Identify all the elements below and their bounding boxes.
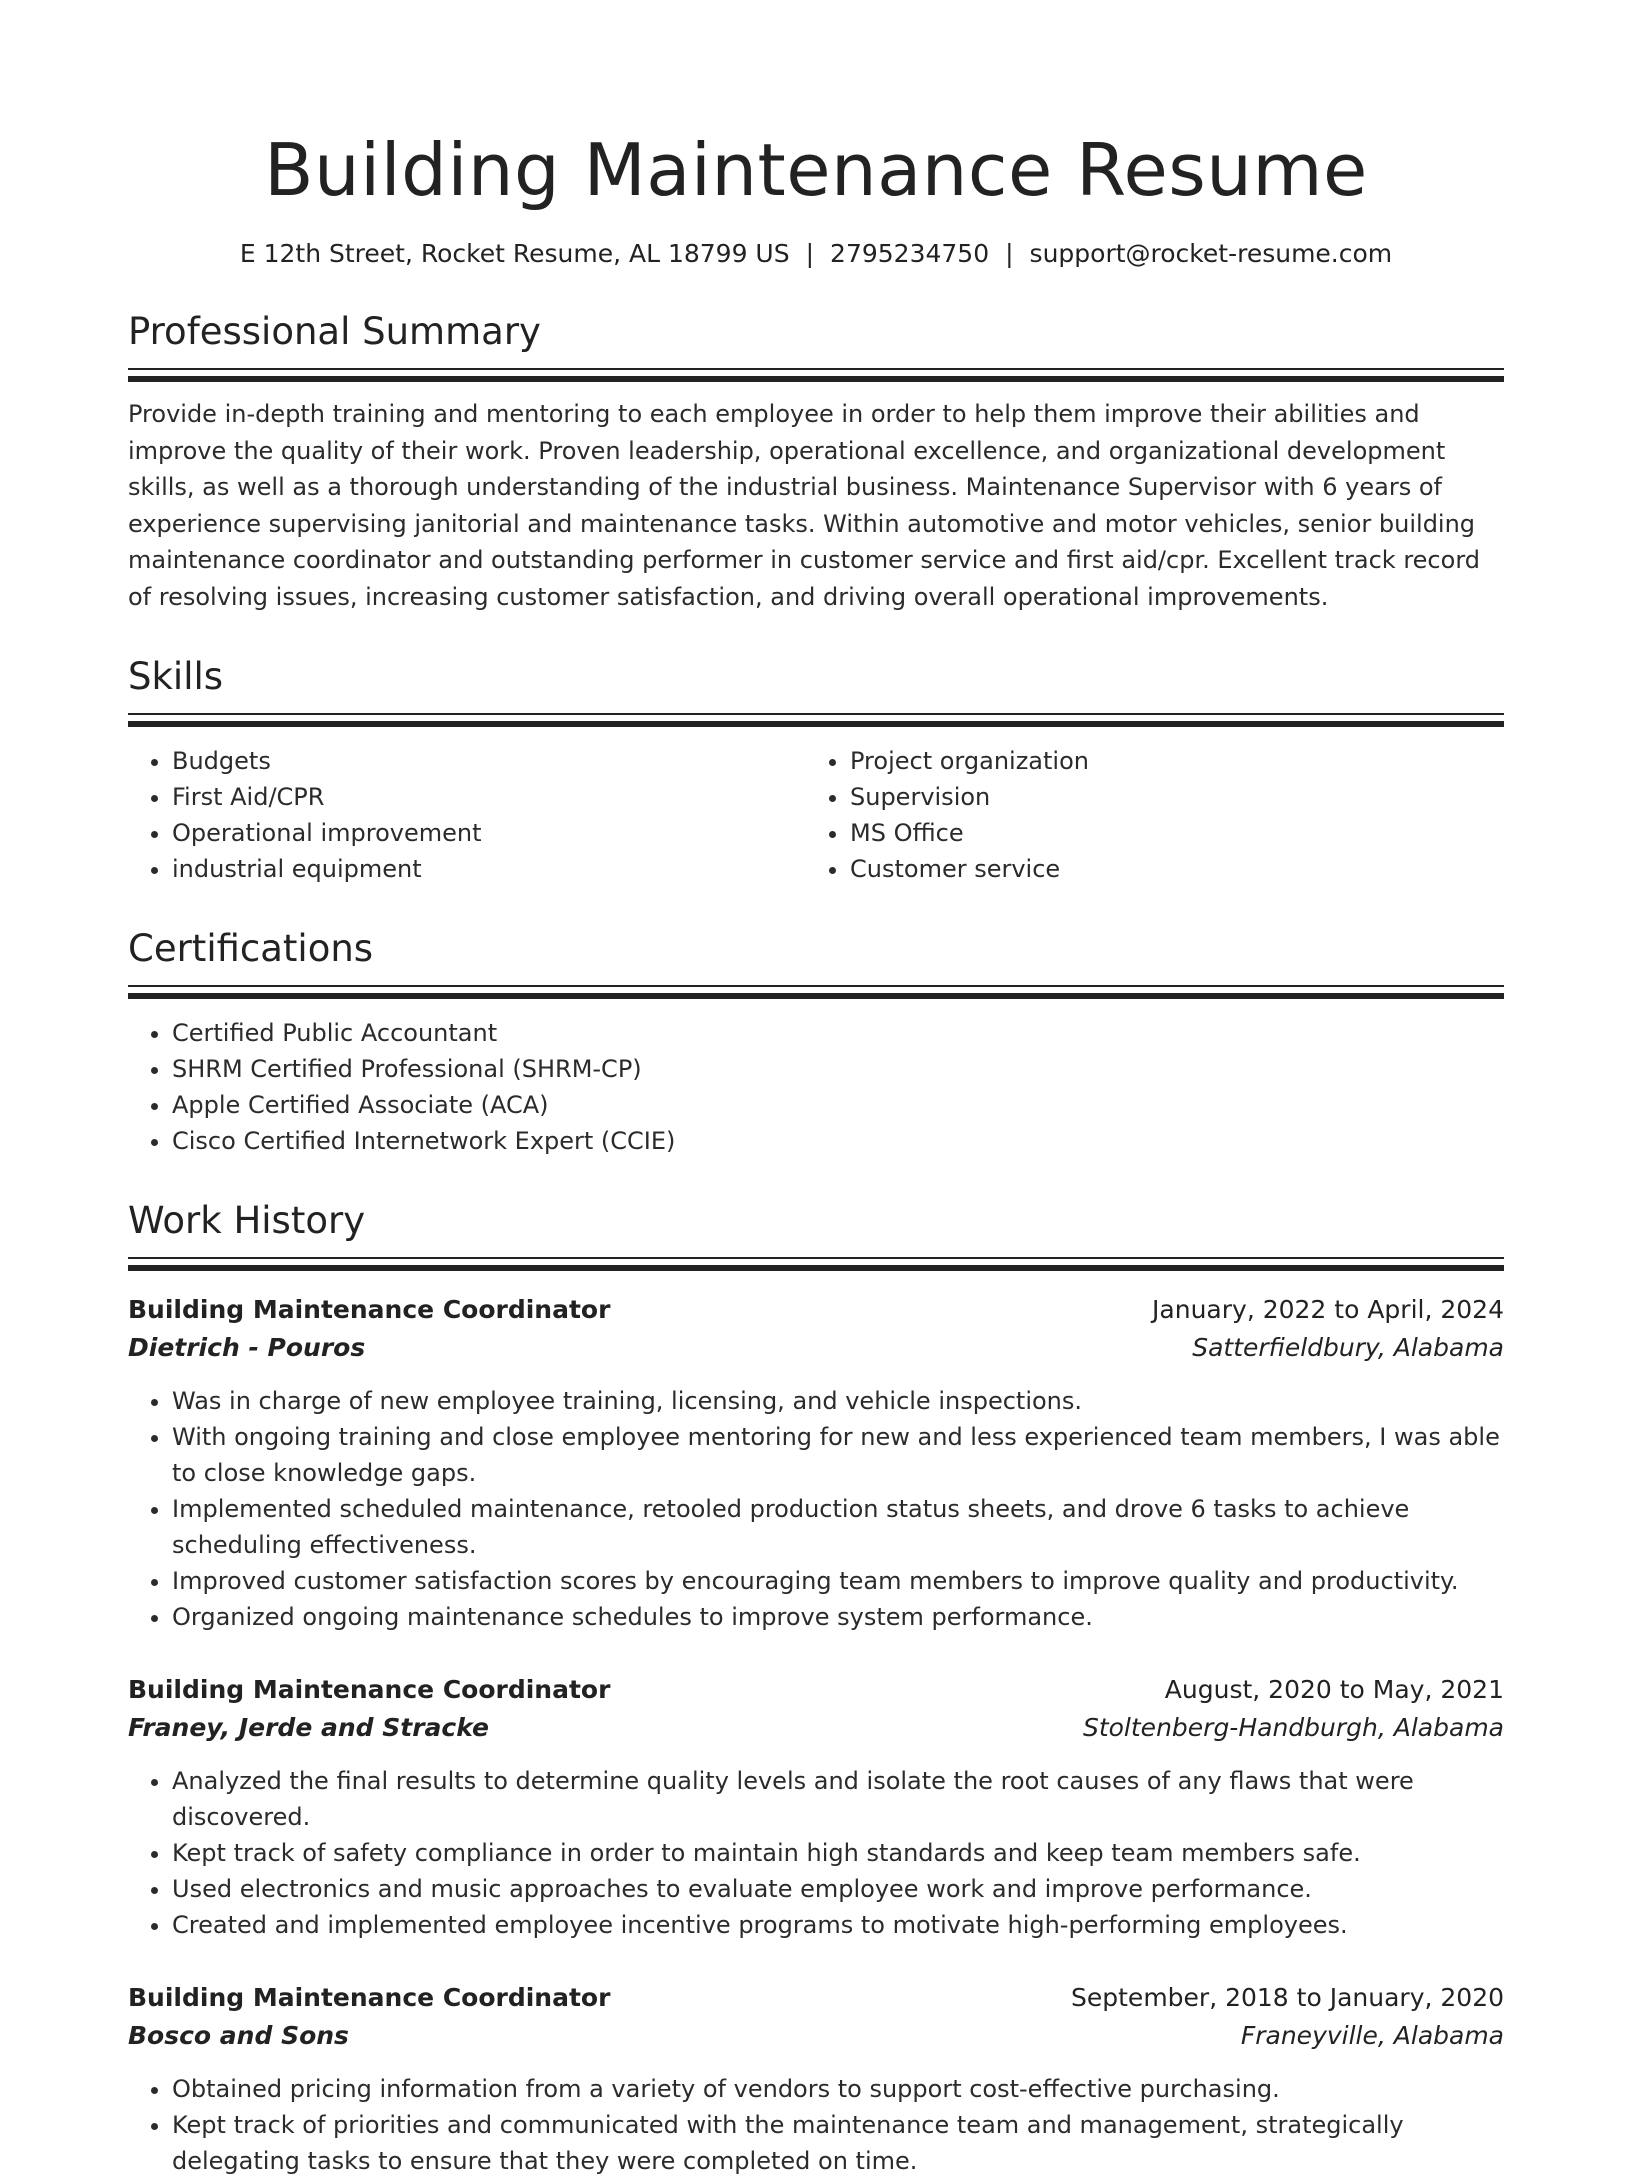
job-dates: September, 2018 to January, 2020 xyxy=(1071,1983,1504,2012)
skills-list-left xyxy=(128,743,806,887)
skills-section xyxy=(128,651,1504,887)
skills-heading: Skills xyxy=(128,655,224,698)
skill-item: • Project organization xyxy=(850,743,1484,779)
job-title: Building Maintenance Coordinator xyxy=(128,1295,611,1324)
contact-email[interactable]: support@rocket-resume.com xyxy=(1029,239,1393,268)
job-bullet: • Improved customer satisfaction scores by encouraging team members to improve quality and productivity. xyxy=(172,1563,1504,1599)
job-subheader-row xyxy=(128,2017,1504,2055)
job-subheader-row xyxy=(128,1709,1504,1747)
job-bullet: • Kept track of safety compliance in order to maintain high standards and keep team members safe. xyxy=(172,1835,1504,1871)
job-header-row xyxy=(128,1979,1504,2017)
job-location: Satterfieldbury, Alabama xyxy=(1192,1333,1504,1362)
job-bullet: • Created and implemented employee incentive programs to motivate high-performing employees. xyxy=(172,1907,1504,1943)
job-dates: August, 2020 to May, 2021 xyxy=(1164,1675,1504,1704)
job-subheader-row xyxy=(128,1329,1504,1367)
summary-heading: Professional Summary xyxy=(128,310,541,353)
job-bullet: • Analyzed the final results to determine quality levels and isolate the root causes of any flaws that were discovered. xyxy=(172,1763,1504,1835)
section-divider xyxy=(128,368,1504,382)
skill-item: • Budgets xyxy=(172,743,806,779)
work-history-heading: Work History xyxy=(128,1199,366,1242)
contact-line xyxy=(128,236,1504,272)
skill-item: • industrial equipment xyxy=(172,851,806,887)
job-location: Franeyville, Alabama xyxy=(1240,2021,1504,2050)
job-bullet: • With ongoing training and close employee mentoring for new and less experienced team members, I was able to close knowledge gaps. xyxy=(172,1419,1504,1491)
job-location: Stoltenberg-Handburgh, Alabama xyxy=(1082,1713,1504,1742)
certification-item: • Apple Certified Associate (ACA) xyxy=(172,1087,1504,1123)
work-history-section xyxy=(128,1195,1504,2179)
job-company: Dietrich - Pouros xyxy=(128,1333,366,1362)
job-company: Bosco and Sons xyxy=(128,2021,349,2050)
summary-text: Provide in-depth training and mentoring to each employee in order to help them improve their abilities and improve the quality of their work. Proven leadership, operational excellence, and organizational development skills, as well as a thorough understanding of the industrial business. Maintenance Supervisor with 6 years of experience supervising janitorial and maintenance tasks. Within automotive and motor vehicles, senior building maintenance coordinator and outstanding performer in customer service and first aid/cpr. Excellent track record of resolving issues, increasing customer satisfaction, and driving overall operational improvements. xyxy=(128,400,1480,611)
job-bullets xyxy=(128,1763,1504,1943)
certifications-section xyxy=(128,923,1504,1159)
section-divider xyxy=(128,713,1504,727)
job-bullet: • Was in charge of new employee training, licensing, and vehicle inspections. xyxy=(172,1383,1504,1419)
job-entry xyxy=(128,1291,1504,1635)
job-title: Building Maintenance Coordinator xyxy=(128,1983,611,2012)
job-bullet: • Organized ongoing maintenance schedules to improve system performance. xyxy=(172,1599,1504,1635)
skills-list-right xyxy=(806,743,1484,887)
skill-item: • Operational improvement xyxy=(172,815,806,851)
skill-item: • MS Office xyxy=(850,815,1484,851)
job-bullet: • Implemented scheduled maintenance, retooled production status sheets, and drove 6 tasks to achieve scheduling effectiveness. xyxy=(172,1491,1504,1563)
skill-item: • First Aid/CPR xyxy=(172,779,806,815)
job-header-row xyxy=(128,1291,1504,1329)
job-entry xyxy=(128,1979,1504,2179)
resume-title: Building Maintenance Resume xyxy=(264,128,1368,212)
skill-item: • Customer service xyxy=(850,851,1484,887)
certifications-list xyxy=(128,1015,1504,1159)
job-company: Franey, Jerde and Stracke xyxy=(128,1713,489,1742)
job-bullets xyxy=(128,2071,1504,2179)
job-header-row xyxy=(128,1671,1504,1709)
job-entry xyxy=(128,1671,1504,1943)
section-divider xyxy=(128,1257,1504,1271)
job-bullets xyxy=(128,1383,1504,1635)
section-divider xyxy=(128,985,1504,999)
job-bullet: • Used electronics and music approaches to evaluate employee work and improve performance. xyxy=(172,1871,1504,1907)
contact-separator: | xyxy=(1005,239,1014,268)
summary-section xyxy=(128,306,1504,615)
job-title: Building Maintenance Coordinator xyxy=(128,1675,611,1704)
job-bullet: • Kept track of priorities and communicated with the maintenance team and management, strategically delegating tasks to ensure that they were completed on time. xyxy=(172,2107,1504,2179)
contact-separator: | xyxy=(805,239,815,268)
certifications-heading: Certifications xyxy=(128,927,374,970)
job-bullet: • Obtained pricing information from a variety of vendors to support cost-effective purchasing. xyxy=(172,2071,1504,2107)
contact-address: E 12th Street, Rocket Resume, AL 18799 US xyxy=(239,239,790,268)
certification-item: • Cisco Certified Internetwork Expert (CCIE) xyxy=(172,1123,1504,1159)
certification-item: • Certified Public Accountant xyxy=(172,1015,1504,1051)
contact-phone: 2795234750 xyxy=(830,239,990,268)
certification-item: • SHRM Certified Professional (SHRM-CP) xyxy=(172,1051,1504,1087)
skill-item: • Supervision xyxy=(850,779,1484,815)
job-dates: January, 2022 to April, 2024 xyxy=(1152,1295,1504,1324)
skills-grid xyxy=(128,743,1504,887)
